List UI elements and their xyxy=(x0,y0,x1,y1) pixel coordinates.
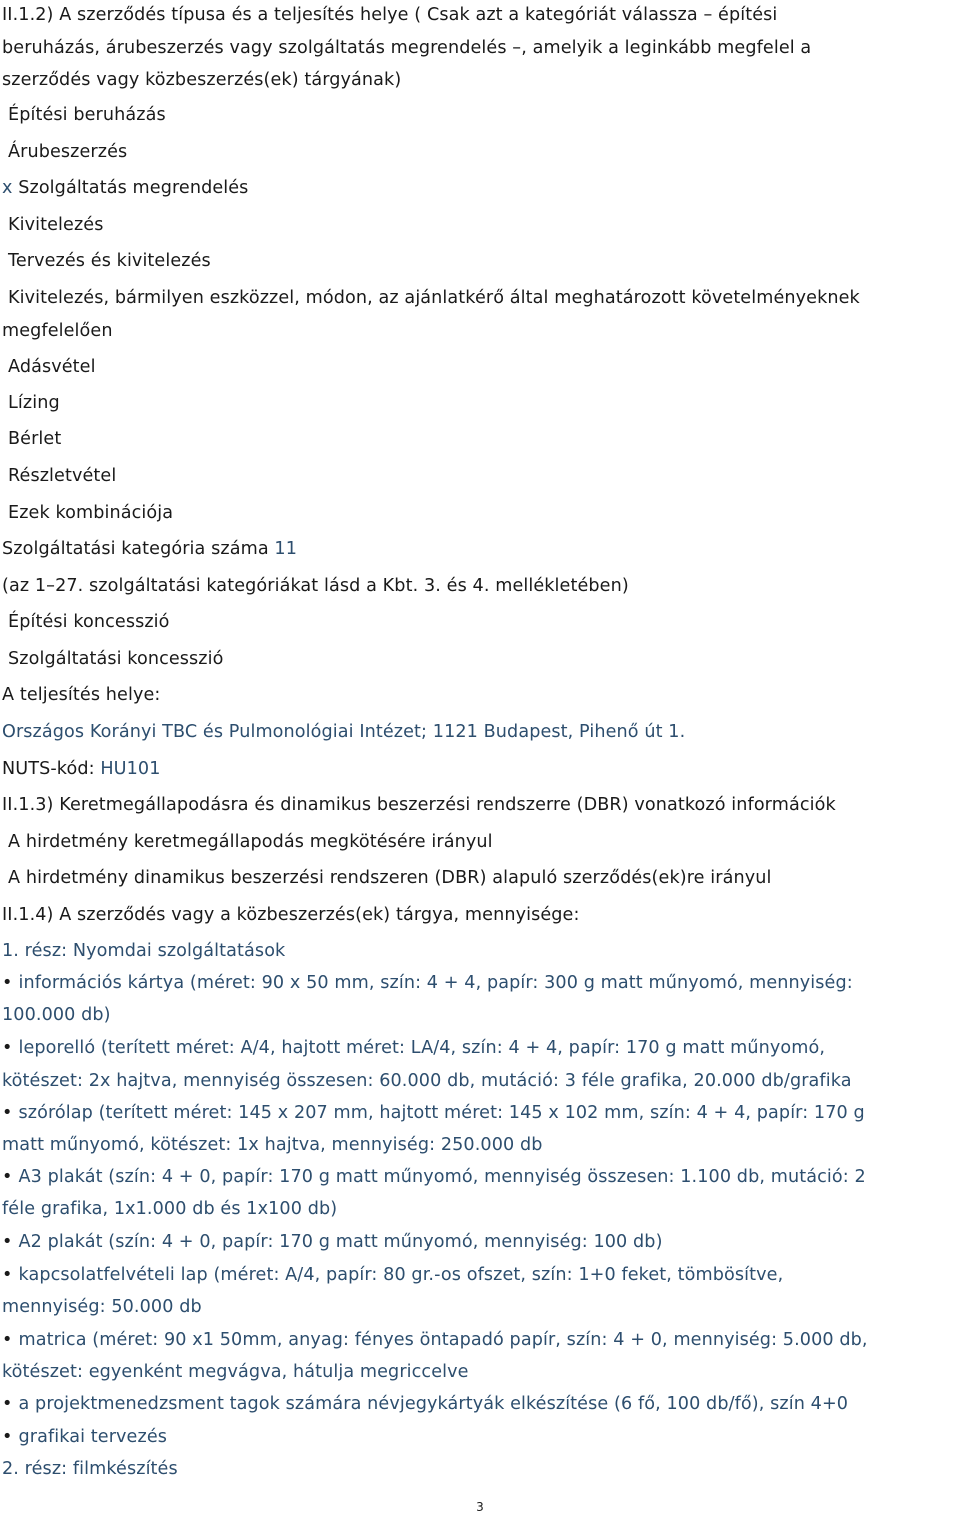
selected-mark: x xyxy=(2,178,13,198)
nuts-label: NUTS-kód: xyxy=(2,759,95,779)
item-szorolap-line-1: • szórólap (terített méret: 145 x 207 mm, hajtott méret: 145 x 102 mm, szín: 4 + 4, papír: 170 g xyxy=(2,1102,958,1124)
section-212-heading-line-2: beruházás, árubeszerzés vagy szolgáltatás megrendelés –, amelyik a leginkább megfelel a xyxy=(2,38,812,58)
option-kivitelezes-barmilyen-line-1: Kivitelezés, bármilyen eszközzel, módon, az ajánlatkérő által meghatározott követelményeknek xyxy=(8,288,860,308)
nuts-row xyxy=(2,758,958,780)
item-a2-plakat: • A2 plakát (szín: 4 + 0, papír: 170 g matt műnyomó, mennyiség: 100 db) xyxy=(2,1231,958,1253)
kategoria-row xyxy=(2,538,958,560)
item-informacios-kartya-line-1: • információs kártya (méret: 90 x 50 mm, szín: 4 + 4, papír: 300 g matt műnyomó, mennyiség: xyxy=(2,972,958,994)
section-213-heading: II.1.3) Keretmegállapodásra és dinamikus beszerzési rendszerre (DBR) vonatkozó információk xyxy=(2,795,836,815)
option-tervezes-es-kivitelezes: Tervezés és kivitelezés xyxy=(8,251,211,271)
option-berlet: Bérlet xyxy=(8,429,62,449)
kategoria-value: 11 xyxy=(274,539,298,559)
option-kivitelezes: Kivitelezés xyxy=(8,215,104,235)
section-212-heading-line-3: szerződés vagy közbeszerzés(ek) tárgyának) xyxy=(2,70,402,90)
item-informacios-kartya-line-2: 100.000 db) xyxy=(2,1005,111,1025)
option-adasvetel: Adásvétel xyxy=(8,357,96,377)
option-reszletvetel: Részletvétel xyxy=(8,466,117,486)
option-label: Szolgáltatás megrendelés xyxy=(18,178,249,198)
option-epitesi-koncesszio: Építési koncesszió xyxy=(8,612,170,632)
option-lizing: Lízing xyxy=(8,393,60,413)
option-kombinacio: Ezek kombinációja xyxy=(8,503,174,523)
option-kivitelezes-barmilyen-line-2: megfelelően xyxy=(2,321,113,341)
option-arubeszerzes: Árubeszerzés xyxy=(8,142,128,162)
item-matrica-line-1: • matrica (méret: 90 x1 50mm, anyag: fényes öntapadó papír, szín: 4 + 0, mennyiség: 5.000 db, xyxy=(2,1329,958,1351)
page-number: 3 xyxy=(476,1500,484,1514)
item-kapcsolatfelveteli-lap-line-1: • kapcsolatfelvételi lap (méret: A/4, papír: 80 gr.-os ofszet, szín: 1+0 feket, tömbösítve, xyxy=(2,1264,958,1286)
nuts-value: HU101 xyxy=(100,759,161,779)
teljesites-helye-label: A teljesítés helye: xyxy=(2,685,161,705)
item-leporello-line-2: kötészet: 2x hajtva, mennyiség összesen: 60.000 db, mutáció: 3 féle grafika, 20.000 db/grafika xyxy=(2,1071,852,1091)
option-szolgaltatas-megrendeles xyxy=(2,177,958,199)
kategoria-note: (az 1–27. szolgáltatási kategóriákat lásd a Kbt. 3. és 4. mellékletében) xyxy=(2,576,629,596)
section-212-heading-line-1: II.1.2) A szerződés típusa és a teljesítés helye ( Csak azt a kategóriát válassza – építési xyxy=(2,5,778,25)
part-2-title: 2. rész: filmkészítés xyxy=(2,1459,178,1479)
part-1-title: 1. rész: Nyomdai szolgáltatások xyxy=(2,941,286,961)
option-szolgaltatasi-koncesszio: Szolgáltatási koncesszió xyxy=(8,649,224,669)
item-kapcsolatfelveteli-lap-line-2: mennyiség: 50.000 db xyxy=(2,1297,202,1317)
option-epitesi-beruhazas: Építési beruházás xyxy=(8,105,166,125)
teljesites-helye-value: Országos Korányi TBC és Pulmonológiai Intézet; 1121 Budapest, Pihenő út 1. xyxy=(2,722,686,742)
kategoria-label: Szolgáltatási kategória száma xyxy=(2,539,269,559)
item-grafikai-tervezes: • grafikai tervezés xyxy=(2,1426,958,1448)
option-keretmegallapodas: A hirdetmény keretmegállapodás megkötésére irányul xyxy=(8,832,493,852)
item-leporello-line-1: • leporelló (terített méret: A/4, hajtott méret: LA/4, szín: 4 + 4, papír: 170 g matt műnyomó, xyxy=(2,1037,958,1059)
item-nevjegykartyak: • a projektmenedzsment tagok számára névjegykártyák elkészítése (6 fő, 100 db/fő), szín 4+0 xyxy=(2,1393,958,1415)
item-a3-plakat-line-2: féle grafika, 1x1.000 db és 1x100 db) xyxy=(2,1199,338,1219)
section-214-heading: II.1.4) A szerződés vagy a közbeszerzés(ek) tárgya, mennyisége: xyxy=(2,905,580,925)
option-dbr: A hirdetmény dinamikus beszerzési rendszeren (DBR) alapuló szerződés(ek)re irányul xyxy=(8,868,772,888)
item-matrica-line-2: kötészet: egyenként megvágva, hátulja megriccelve xyxy=(2,1362,469,1382)
item-szorolap-line-2: matt műnyomó, kötészet: 1x hajtva, mennyiség: 250.000 db xyxy=(2,1135,543,1155)
item-a3-plakat-line-1: • A3 plakát (szín: 4 + 0, papír: 170 g matt műnyomó, mennyiség összesen: 1.100 db, mutáció: 2 xyxy=(2,1166,958,1188)
